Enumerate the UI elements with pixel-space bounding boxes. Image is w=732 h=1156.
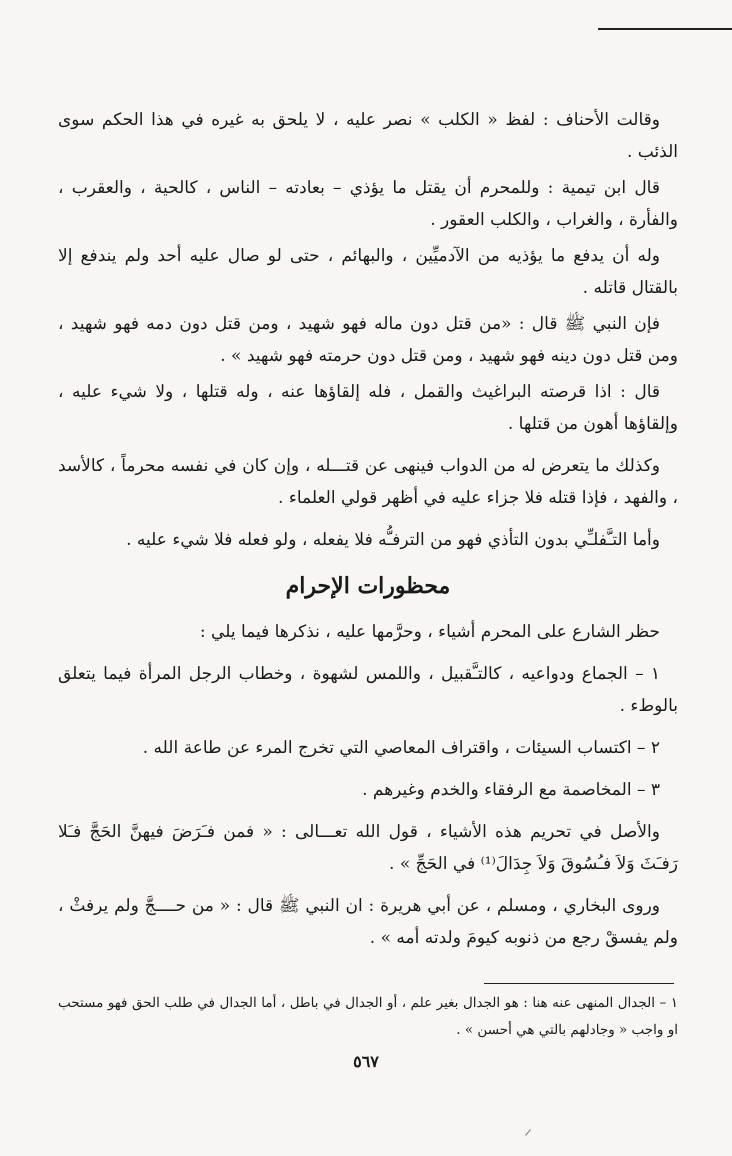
footnotes	[58, 990, 678, 1044]
paragraph-hadith-martyr: فإن النبي ﷺ قال : «من قتل دون ماله فهو شهيد ، ومن قتل دون دمه فهو شهيد ، ومن قتل دون دينه فهو شهيد ، ومن قتل دون حرمته فهو شهيد » .	[58, 314, 678, 366]
paragraph-self-defense: وله أن يدفع ما يؤذيه من الآدميِّين ، والبهائم ، حتى لو صال عليه أحد ولم يندفع إلا بالقتال قاتله .	[58, 246, 678, 298]
paragraph-hadith-hajj: وروى البخاري ، ومسلم ، عن أبي هريرة : ان النبي ﷺ قال : « من حــــجَّ ولم يرفثْ ، ولم يفسقْ رجع من ذنوبه كيومَ ولدته أمه » .	[58, 896, 678, 948]
footnote-rule	[484, 983, 674, 984]
page-body	[58, 104, 678, 964]
paragraph-ibn-taymiyya: قال ابن تيمية : وللمحرم أن يقتل ما يؤذي – بعادته – الناس ، كالحية ، والعقرب ، والفأرة ، والغراب ، والكلب العقور .	[58, 178, 678, 230]
paragraph-delousing: وأما التـَّفلـِّي بدون التأذي فهو من الترفـُّه فلا يفعله ، ولو فعله فلا شيء عليه .	[126, 530, 660, 550]
list-item-3: ٣ – المخاصمة مع الرفقاء والخدم وغيرهم .	[362, 780, 660, 800]
paragraph-fleas-lice: قال : اذا قرصته البراغيث والقمل ، فله إلقاؤها عنه ، وله قتلها ، ولا شيء عليه ، وإلقاؤها أهون من قتلها .	[58, 382, 678, 434]
section-title: محظورات الإحرام	[285, 573, 451, 599]
list-item-2: ٢ – اكتساب السيئات ، واقتراف المعاصي التي تخرج المرء عن طاعة الله .	[142, 738, 660, 758]
stray-mark	[525, 1129, 531, 1136]
footnote-1: ١ – الجدال المنهى عنه هنا : هو الجدال بغير علم ، أو الجدال في باطل ، أما الجدال في طلب الحق فهو مستحب او واجب « وجادلهم بالتي هي أحسن » .	[58, 995, 678, 1038]
paragraph-quran-verse: والأصل في تحريم هذه الأشياء ، قول الله تعـــالى : « فمن فـَرَضَ فيهنَّ الحَجَّ فـَلا رَفـَثَ وَلاَ فـُسُوقَ وَلاَ جِدَالَ⁽¹⁾ في الحَجِّ » .	[58, 822, 678, 874]
paragraph-animals: وكذلك ما يتعرض له من الدواب فينهى عن قتـــله ، وإن كان في نفسه محرماً ، كالأسد ، والفهد ، فإذا قتله فلا جزاء عليه في أظهر قولي العلماء .	[58, 456, 678, 508]
paragraph-prohibitions-intro: حظر الشارع على المحرم أشياء ، وحرَّمها عليه ، نذكرها فيما يلي :	[199, 622, 660, 642]
list-item-1: ١ – الجماع ودواعيه ، كالتـَّقبيل ، واللمس لشهوة ، وخطاب الرجل المرأة فيما يتعلق بالوطء .	[58, 664, 678, 716]
page-number: ٥٦٧	[353, 1052, 379, 1071]
top-rule	[598, 28, 732, 30]
paragraph-ahnaf: وقالت الأحناف : لفظ « الكلب » نصر عليه ، لا يلحق به غيره في هذا الحكم سوى الذئب .	[58, 110, 678, 162]
